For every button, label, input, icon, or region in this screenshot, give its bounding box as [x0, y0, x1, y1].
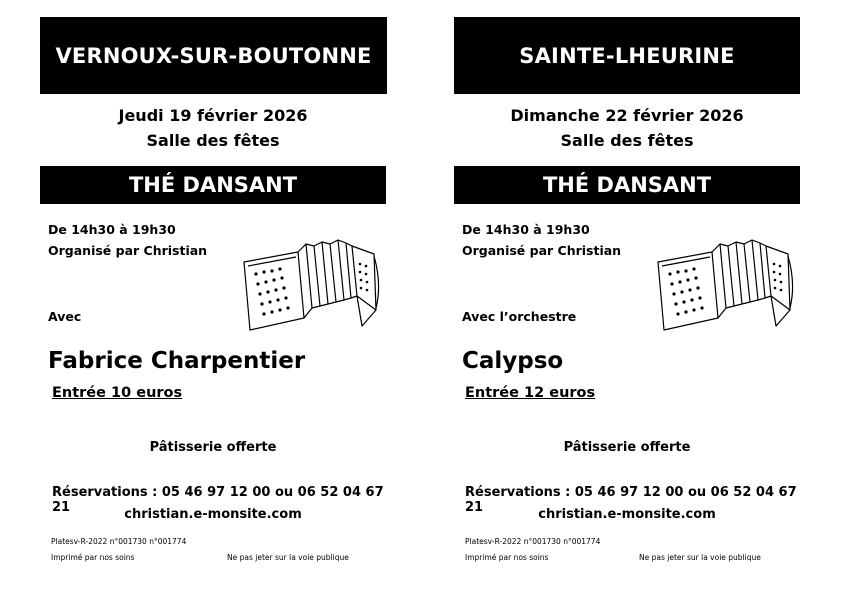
printed-note: Imprimé par nos soins: [51, 553, 135, 562]
event-venue: Salle des fêtes: [560, 131, 694, 150]
entry-price: Entrée 12 euros: [465, 385, 596, 401]
event-venue: Salle des fêtes: [146, 131, 280, 150]
event-type-banner: THÉ DANSANT: [40, 166, 386, 204]
event-hours: De 14h30 à 19h30: [48, 222, 176, 237]
accordion-icon: [240, 234, 380, 334]
with-label: Avec l’orchestre: [462, 309, 577, 324]
pastry-note: Pâtisserie offerte: [563, 440, 691, 455]
performer-name: Calypso: [462, 348, 564, 374]
event-organizer: Organisé par Christian: [48, 243, 208, 258]
performer-name: Fabrice Charpentier: [48, 348, 306, 374]
event-organizer: Organisé par Christian: [462, 243, 622, 258]
event-date: Dimanche 22 février 2026: [510, 106, 744, 125]
entry-price: Entrée 10 euros: [52, 385, 183, 401]
reservations-phone: Réservations : 05 46 97 12 00 ou 06 52 04 67 21: [52, 485, 384, 515]
no-dump-note: Ne pas jeter sur la voie publique: [639, 553, 761, 562]
reservations-phone: Réservations : 05 46 97 12 00 ou 06 52 04 67 21: [465, 485, 797, 515]
event-type-banner: THÉ DANSANT: [454, 166, 800, 204]
with-label: Avec: [48, 309, 82, 324]
website-link[interactable]: christian.e-monsite.com: [124, 507, 302, 522]
website-link[interactable]: christian.e-monsite.com: [538, 507, 716, 522]
pastry-note: Pâtisserie offerte: [149, 440, 277, 455]
license-number: Platesv-R-2022 n°001730 n°001774: [465, 537, 601, 546]
event-hours: De 14h30 à 19h30: [462, 222, 590, 237]
event-date: Jeudi 19 février 2026: [118, 106, 308, 125]
accordion-icon: [654, 234, 794, 334]
no-dump-note: Ne pas jeter sur la voie publique: [227, 553, 349, 562]
printed-note: Imprimé par nos soins: [465, 553, 549, 562]
flyer-sainte-lheurine: [454, 0, 814, 596]
town-title: VERNOUX-SUR-BOUTONNE: [40, 17, 387, 94]
town-title: SAINTE-LHEURINE: [454, 17, 800, 94]
license-number: Platesv-R-2022 n°001730 n°001774: [51, 537, 187, 546]
flyer-vernoux: [40, 0, 400, 596]
